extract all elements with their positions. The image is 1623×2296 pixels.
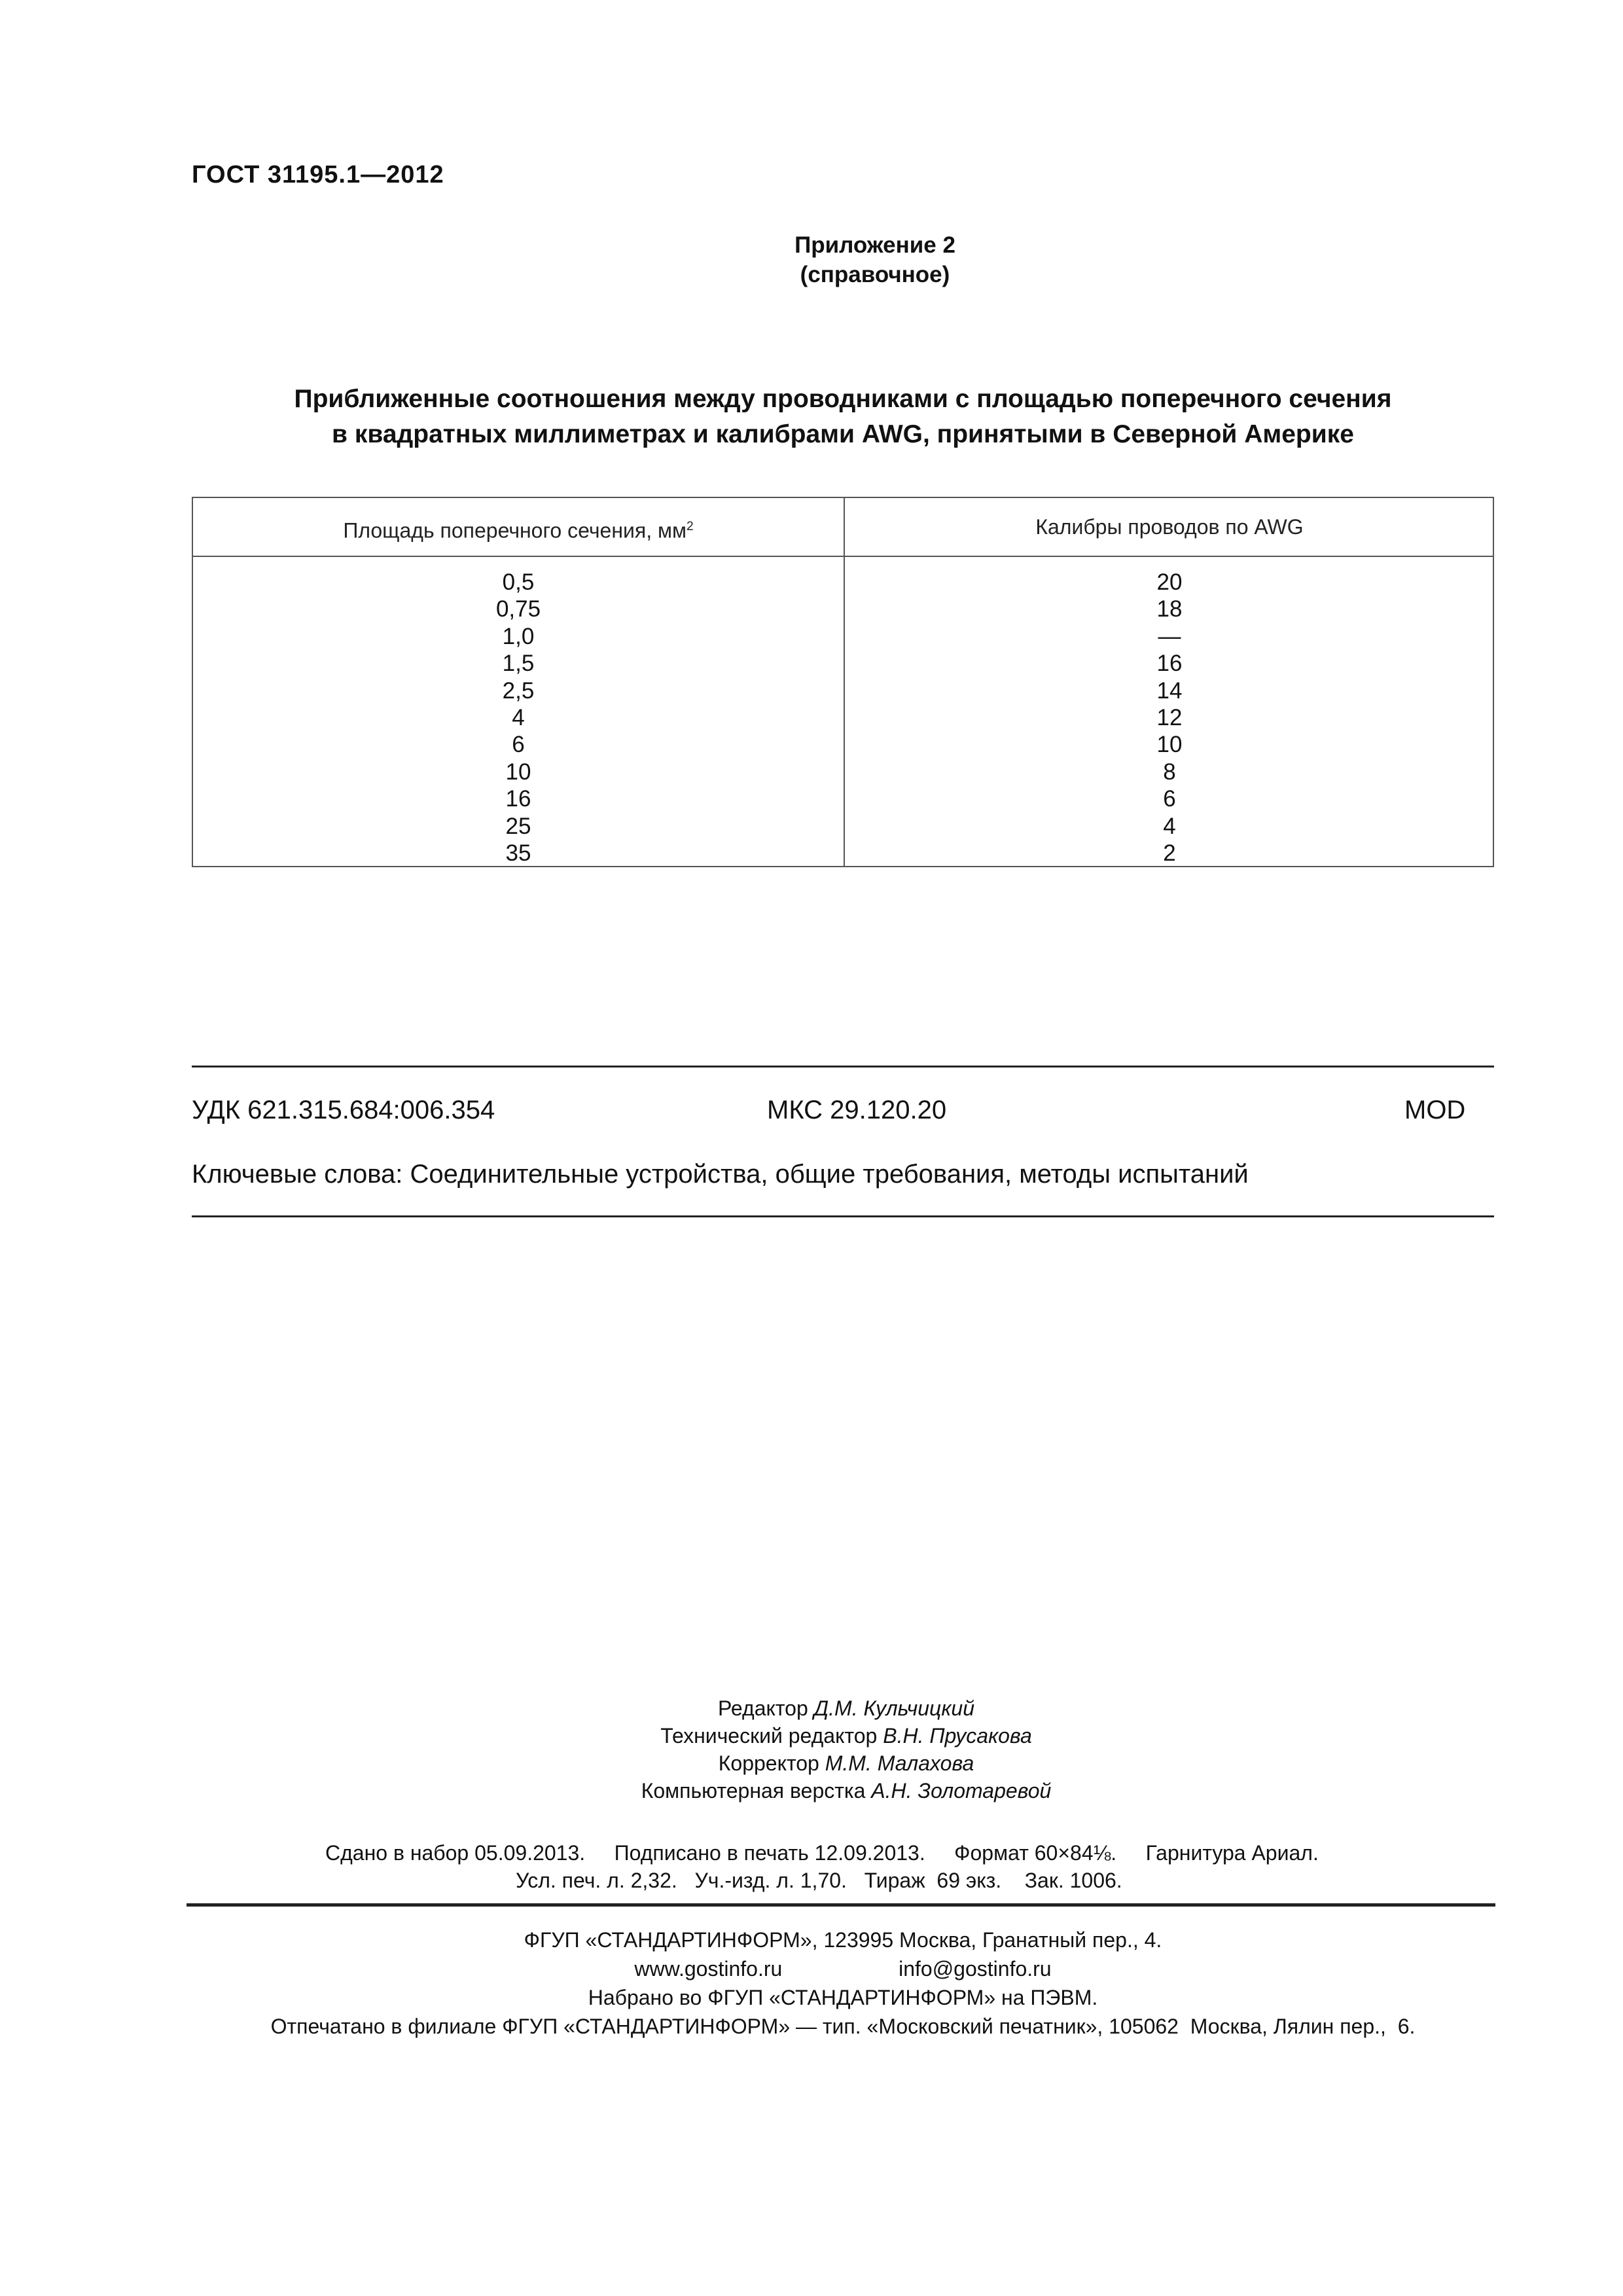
table-cell-awg: 16 [1156, 651, 1183, 677]
table-cell-awg: 8 [1163, 759, 1176, 785]
table-cell-area: 16 [505, 786, 531, 812]
table-cell-area: 10 [505, 759, 531, 785]
table-cell-awg: 4 [1163, 813, 1176, 839]
publisher-website[interactable]: www.gostinfo.ru [634, 1957, 783, 1981]
column-header-area-label: Площадь поперечного сечения, мм [343, 518, 687, 543]
mod-label: MOD [1404, 1096, 1466, 1124]
credit-role: Корректор [718, 1751, 819, 1775]
divider-line-thick [187, 1903, 1495, 1907]
credit-name: А.Н. Золотаревой [871, 1779, 1052, 1803]
column-header-awg: Калибры проводов по AWG [1035, 515, 1304, 539]
table-cell-area: 4 [512, 705, 525, 731]
table-heading-line-1: Приближенные соотношения между проводниками с площадью поперечного сечения [294, 385, 1392, 413]
awg-conversion-table [192, 497, 1494, 867]
appendix-title: Приложение 2 [794, 232, 955, 258]
table-cell-awg: 6 [1163, 786, 1176, 812]
table-cell-awg: — [1158, 623, 1181, 649]
table-cell-area: 0,5 [502, 569, 535, 595]
credit-editor [519, 1696, 1173, 1721]
appendix-kind: (справочное) [800, 262, 950, 287]
publisher-typeset-note: Набрано во ФГУП «СТАНДАРТИНФОРМ» на ПЭВМ. [588, 1986, 1098, 2009]
table-cell-area: 6 [512, 732, 525, 758]
publisher-address: ФГУП «СТАНДАРТИНФОРМ», 123995 Москва, Гранатный пер., 4. [524, 1928, 1162, 1952]
credit-name: М.М. Малахова [825, 1751, 974, 1775]
credit-name: Д.М. Кульчицкий [813, 1696, 975, 1720]
table-cell-area: 1,5 [502, 651, 535, 677]
table-cell-area: 0,75 [495, 596, 541, 622]
credit-tech-editor [519, 1724, 1173, 1748]
print-details-line-1: Сдано в набор 05.09.2013. Подписано в печать 12.09.2013. Формат 60×84⅛. Гарнитура Ариал. [325, 1841, 1319, 1865]
keywords: Ключевые слова: Соединительные устройства, общие требования, методы испытаний [192, 1160, 1249, 1189]
table-cell-area: 2,5 [502, 677, 535, 704]
credit-role: Компьютерная верстка [641, 1779, 866, 1803]
table-cell-awg: 2 [1163, 840, 1176, 867]
credit-proofreader [519, 1751, 1173, 1776]
credit-name: В.Н. Прусакова [883, 1724, 1032, 1748]
print-details-line-2: Усл. печ. л. 2,32. Уч.-изд. л. 1,70. Тираж 69 экз. Зак. 1006. [516, 1869, 1122, 1892]
publisher-print-note: Отпечатано в филиале ФГУП «СТАНДАРТИНФОРМ» — тип. «Московский печатник», 105062 Москва, Лялин пер., 6. [270, 2015, 1416, 2038]
table-cell-area: 1,0 [502, 623, 535, 649]
table-cell-awg: 12 [1156, 705, 1183, 731]
document-id: ГОСТ 31195.1—2012 [192, 161, 444, 188]
table-cell-area: 25 [505, 813, 531, 839]
credit-role: Технический редактор [660, 1724, 878, 1748]
column-header-area [193, 498, 844, 556]
credit-role: Редактор [717, 1696, 808, 1720]
mks-code: МКС 29.120.20 [767, 1096, 947, 1124]
column-awg-values [845, 569, 1494, 867]
divider-line [192, 1066, 1494, 1067]
udk-code: УДК 621.315.684:006.354 [192, 1096, 495, 1124]
table-cell-area: 35 [505, 840, 531, 867]
credit-layout [519, 1779, 1173, 1803]
column-header-area-superscript: 2 [686, 520, 694, 533]
table-cell-awg: 14 [1156, 677, 1183, 704]
publisher-contacts [192, 1957, 1494, 1981]
header-divider [193, 556, 1493, 557]
table-cell-awg: 20 [1156, 569, 1183, 595]
table-cell-awg: 10 [1156, 732, 1183, 758]
table-heading-line-2: в квадратных миллиметрах и калибрами AWG, принятыми в Северной Америке [332, 420, 1354, 448]
publisher-email[interactable]: info@gostinfo.ru [899, 1957, 1052, 1981]
divider-line [192, 1215, 1494, 1217]
column-area-values [193, 569, 844, 867]
table-cell-awg: 18 [1156, 596, 1183, 622]
